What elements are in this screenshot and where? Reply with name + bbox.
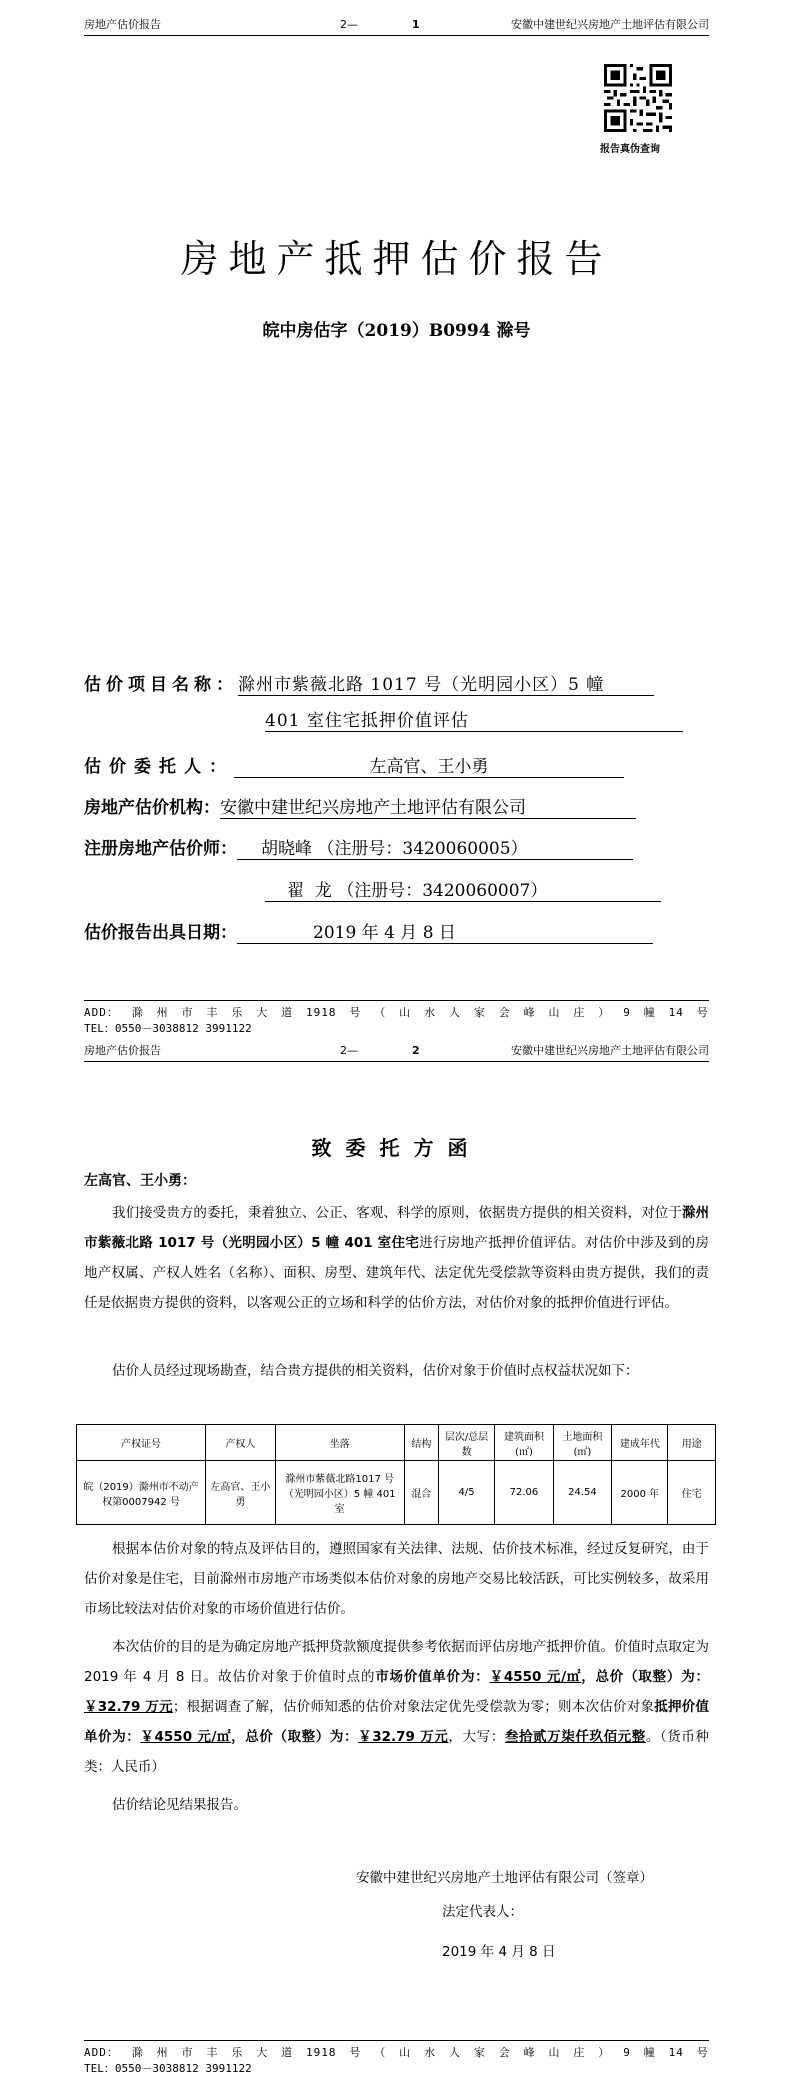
addr-char: 山 (399, 1006, 412, 1019)
table-cell: 2000 年 (612, 1461, 668, 1525)
field-label: 房地产估价机构： (84, 798, 220, 818)
addr-char: 1918 (306, 2046, 337, 2059)
table-header: 建筑面积(㎡) (495, 1425, 553, 1461)
mortgage-total-price: ￥32.79 万元 (358, 1729, 449, 1745)
field-appraiser-2 (265, 876, 661, 902)
letter-date: 2019 年 4 月 8 日 (442, 1944, 556, 1960)
legal-representative: 法定代表人： (442, 1904, 523, 1920)
addr-char: 家 (473, 1006, 486, 1019)
report-title: 房地产抵押估价报告 (180, 237, 613, 281)
addr-char: 滁 (131, 2046, 144, 2059)
addr-char: 丰 (206, 1006, 219, 1019)
addr-char: 山 (548, 1006, 561, 1019)
addr-char: 号 (349, 1006, 362, 1019)
addr-char: 道 (281, 1006, 294, 1019)
table-header-row (77, 1425, 716, 1461)
table-header: 土地面积(㎡) (553, 1425, 611, 1461)
text: 进行房地产抵押价值评估。对估价中涉及到的房地产权属、产权人姓名（名称）、面积、房型、建筑年代、法定优先受偿款等资料由贵方提供，我们的责任是依据贵方提供的资料，以客观公正的立场和科学的估价方法，对估价对象的抵押价值进行评估。 (84, 1235, 709, 1311)
addr-char: ） (598, 1006, 611, 1019)
footer-rule (84, 2040, 709, 2041)
addr-char: 州 (156, 2046, 169, 2059)
footer-address (84, 1005, 709, 1021)
addr-char: 1918 (306, 1006, 337, 1019)
addr-char: （ (374, 2046, 387, 2059)
field-project-name (84, 670, 654, 696)
addr-char: 号 (349, 2046, 362, 2059)
addr-char: 号 (696, 1006, 709, 1019)
table-row (77, 1461, 716, 1525)
letter-paragraph-4 (84, 1632, 709, 1782)
field-label: 估价报告出具日期： (84, 923, 237, 943)
footer-add-label: ADD： (84, 1006, 119, 1019)
field-value: 翟 龙 （注册号：3420060007） (265, 876, 661, 902)
table-cell: 滁州市紫薇北路1017 号（光明园小区）5 幢 401 室 (275, 1461, 404, 1525)
report-number: 皖中房估字（2019）B0994 滁号 (262, 321, 531, 341)
text: 我们接受贵方的委托，秉着独立、公正、客观、科学的原则，依据贵方提供的相关资料，对位于 (112, 1205, 682, 1221)
addr-char: 庄 (573, 2046, 586, 2059)
table-cell: 72.06 (495, 1461, 553, 1525)
amount-in-words: 叁拾贰万柒仟玖佰元整 (504, 1729, 646, 1745)
addr-char: 大 (256, 2046, 269, 2059)
field-report-date (84, 918, 653, 944)
letter-paragraph-3: 根据本估价对象的特点及评估目的，遵照国家有关法律、法规、估价技术标准，经过反复研究，由于估价对象是住宅，目前滁州市房地产市场类似本估价对象的房地产交易比较活跃，可比实例较多，故采用市场比较法对估价对象的市场价值进行估价。 (84, 1541, 709, 1617)
table-header: 产权人 (206, 1425, 276, 1461)
text: ，大写： (448, 1729, 505, 1745)
table-header: 产权证号 (77, 1425, 206, 1461)
mortgage-unit-label: 抵押价值单价为： (84, 1699, 710, 1745)
table-cell: 24.54 (553, 1461, 611, 1525)
addr-char: 乐 (231, 2046, 244, 2059)
addr-char: 会 (498, 2046, 511, 2059)
field-project-name-line2 (265, 706, 683, 732)
footer-address (84, 2045, 709, 2061)
text: 本次估价的目的是为确定房地产抵押贷款额度提供参考依据而评估房地产抵押价值。价值时点取定为 2019 年 4 月 8 日。故估价对象于价值时点的 (84, 1639, 709, 1685)
addr-char: 峰 (523, 1006, 536, 1019)
header-page-number: 2 (412, 1044, 420, 1057)
table-cell: 住宅 (668, 1461, 716, 1525)
table-cell: 皖（2019）滁州市不动产权第0007942 号 (77, 1461, 206, 1525)
addr-char: 9 (623, 1006, 631, 1019)
table-cell: 左高官、王小勇 (206, 1461, 276, 1525)
table-header: 结构 (404, 1425, 438, 1461)
addr-char: 9 (623, 2046, 631, 2059)
table-header: 层次/总层数 (438, 1425, 494, 1461)
header-company: 安徽中建世纪兴房地产土地评估有限公司 (511, 18, 709, 31)
footer-rule (84, 1000, 709, 1001)
addr-char: 丰 (206, 2046, 219, 2059)
addr-char: 幢 (643, 1006, 656, 1019)
footer (84, 1005, 709, 1037)
field-value: 左高官、王小勇 (234, 752, 624, 778)
text: ；根据调查了解，估价师知悉的估价对象法定优先受偿款为零；则本次估价对象 (172, 1699, 655, 1715)
footer-add-label: ADD： (84, 2046, 119, 2059)
addr-char: 市 (181, 1006, 194, 1019)
letter-paragraph-2: 估价人员经过现场勘查，结合贵方提供的相关资料，估价对象于价值时点权益状况如下： (112, 1363, 639, 1379)
addr-char: 山 (548, 2046, 561, 2059)
text: 。（货币种类：人民币） (84, 1729, 710, 1775)
addr-char: 庄 (573, 1006, 586, 1019)
addr-char: 号 (696, 2046, 709, 2059)
addr-char: 道 (281, 2046, 294, 2059)
mortgage-total-label: ，总价（取整）为： (231, 1729, 359, 1745)
addr-char: 14 (668, 1006, 684, 1019)
field-value: 滁州市紫薇北路 1017 号（光明园小区）5 幢 (238, 670, 654, 696)
addr-char: 人 (448, 1006, 461, 1019)
field-label: 估价项目名称： (84, 675, 238, 695)
header-company: 安徽中建世纪兴房地产土地评估有限公司 (511, 1044, 709, 1057)
field-value: 安徽中建世纪兴房地产土地评估有限公司 (220, 793, 636, 819)
addr-char: 14 (668, 2046, 684, 2059)
addr-char: 大 (256, 1006, 269, 1019)
addr-char: 滁 (131, 1006, 144, 1019)
field-label: 注册房地产估价师： (84, 839, 237, 859)
header-rule (84, 1061, 709, 1062)
market-unit-price: ￥4550 元/㎡ (489, 1669, 582, 1685)
field-label: 估价委托人： (84, 757, 234, 777)
field-agency (84, 793, 636, 819)
addr-char: 家 (473, 2046, 486, 2059)
field-value: 胡晓峰 （注册号：3420060005） (237, 834, 633, 860)
addr-char: ） (598, 2046, 611, 2059)
addr-char: 峰 (523, 2046, 536, 2059)
addr-char: 幢 (643, 2046, 656, 2059)
addr-char: 州 (156, 1006, 169, 1019)
addr-char: （ (374, 1006, 387, 1019)
mortgage-unit-price: ￥4550 元/㎡ (140, 1729, 232, 1745)
addr-char: 水 (424, 2046, 437, 2059)
signer: 安徽中建世纪兴房地产土地评估有限公司（签章） (356, 1870, 653, 1886)
table-cell: 4/5 (438, 1461, 494, 1525)
addr-char: 山 (399, 2046, 412, 2059)
addr-char: 人 (448, 2046, 461, 2059)
market-unit-label: 市场价值单价为： (375, 1669, 490, 1685)
addr-char: 乐 (231, 1006, 244, 1019)
header-page-number: 1 (412, 18, 420, 31)
header-page-prefix: 2— (340, 18, 358, 31)
footer (84, 2045, 709, 2077)
letter-salutation: 左高官、王小勇： (84, 1173, 196, 1189)
qr-code[interactable] (604, 64, 672, 132)
letter-paragraph-5: 估价结论见结果报告。 (112, 1797, 247, 1813)
header-left: 房地产估价报告 (84, 18, 161, 31)
addr-char: 市 (181, 2046, 194, 2059)
footer-tel: TEL：0550－3038812 3991122 (84, 1022, 252, 1035)
property-address: 滁州市紫薇北路 1017 号（光明园小区）5 幢 401 室住宅 (84, 1205, 710, 1251)
field-appraiser (84, 834, 633, 860)
addr-char: 会 (498, 1006, 511, 1019)
letter-title: 致委托方函 (311, 1136, 482, 1160)
market-total-price: ￥32.79 万元 (84, 1699, 173, 1715)
header-left: 房地产估价报告 (84, 1044, 161, 1057)
header-rule (84, 35, 709, 36)
table-header: 建成年代 (612, 1425, 668, 1461)
field-client (84, 752, 624, 778)
market-total-label: ，总价（取整）为： (581, 1669, 710, 1685)
table-cell: 混合 (404, 1461, 438, 1525)
header-page-prefix: 2— (340, 1044, 358, 1057)
rights-table (76, 1424, 716, 1525)
footer-tel: TEL：0550－3038812 3991122 (84, 2062, 252, 2075)
addr-char: 水 (424, 1006, 437, 1019)
field-value: 2019 年 4 月 8 日 (237, 918, 653, 944)
qr-caption: 报告真伪查询 (600, 144, 660, 155)
table-header: 坐落 (275, 1425, 404, 1461)
table-header: 用途 (668, 1425, 716, 1461)
letter-paragraph-1 (84, 1198, 709, 1318)
field-value: 401 室住宅抵押价值评估 (265, 706, 683, 732)
